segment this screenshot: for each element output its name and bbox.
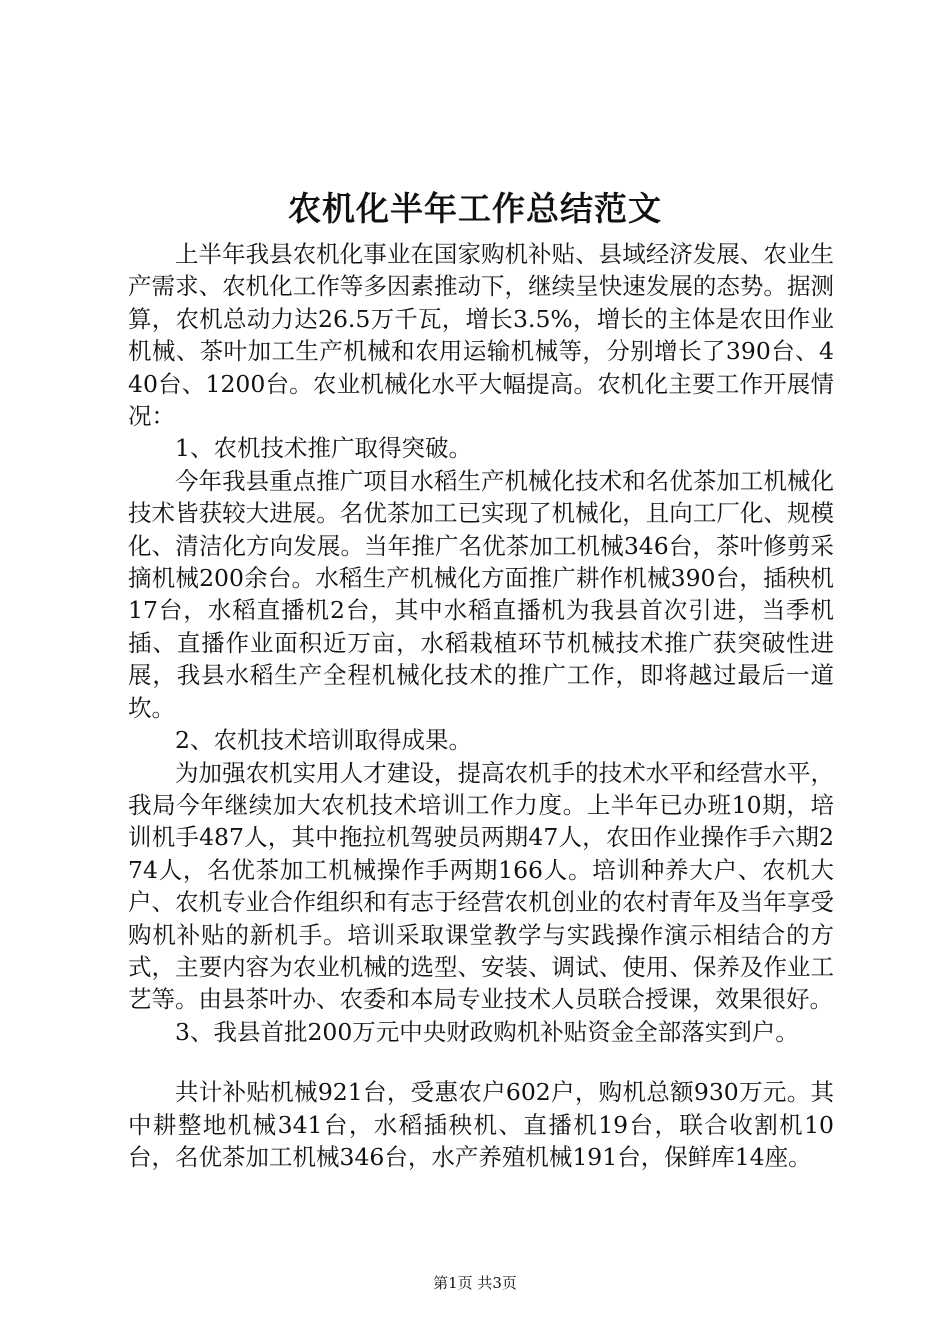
section-heading-1: 1、农机技术推广取得突破。 <box>175 434 472 463</box>
section-paragraph-2: 为加强农机实用人才建设，提高农机手的技术水平和经营水平，我局今年继续加大农机技术培训工作力度。上半年已办班10期，培训机手487人，其中拖拉机驾驶员两期47人，农田作业操作手六期274人，名优茶加工机械操作手两期166人。培训种养大户、农机大户、农机专业合作组织和有志于经营农机创业的农村青年及当年享受购机补贴的新机手。培训采取课堂教学与实践操作演示相结合的方式，主要内容为农业机械的选型、安装、调试、使用、保养及作业工艺等。由县茶叶办、农委和本局专业技术人员联合授课，效果很好。 <box>128 758 834 1014</box>
section-heading-2: 2、农机技术培训取得成果。 <box>175 726 472 755</box>
section-heading-3: 3、我县首批200万元中央财政购机补贴资金全部落实到户。 <box>175 1017 799 1046</box>
section-paragraph-1: 今年我县重点推广项目水稻生产机械化技术和名优茶加工机械化技术皆获较大进展。名优茶加工已实现了机械化，且向工厂化、规模化、清洁化方向发展。当年推广名优茶加工机械346台，茶叶修剪采摘机械200余台。水稻生产机械化方面推广耕作机械390台，插秧机17台，水稻直播机2台，其中水稻直播机为我县首次引进，当季机插、直播作业面积近万亩，水稻栽植环节机械技术推广获突破性进展，我县水稻生产全程机械化技术的推广工作，即将越过最后一道坎。 <box>128 466 834 722</box>
document-title: 农机化半年工作总结范文 <box>288 189 662 228</box>
paragraph-gap <box>128 1048 834 1076</box>
section-paragraph-3: 共计补贴机械921台，受惠农户602户，购机总额930万元。其中耕整地机械341台，水稻插秧机、直播机19台，联合收割机10台，名优茶加工机械346台，水产养殖机械191台，保鲜库14座。 <box>128 1078 834 1171</box>
document-body <box>128 238 834 1173</box>
intro-paragraph: 上半年我县农机化事业在国家购机补贴、县域经济发展、农业生产需求、农机化工作等多因素推动下，继续呈快速发展的态势。据测算，农机总动力达26.5万千瓦，增长3.5%，增长的主体是农田作业机械、茶叶加工生产机械和农用运输机械等，分别增长了390台、440台、1200台。农业机械化水平大幅提高。农机化主要工作开展情况： <box>128 240 834 431</box>
page-footer: 第1页 共3页 <box>433 1274 517 1292</box>
